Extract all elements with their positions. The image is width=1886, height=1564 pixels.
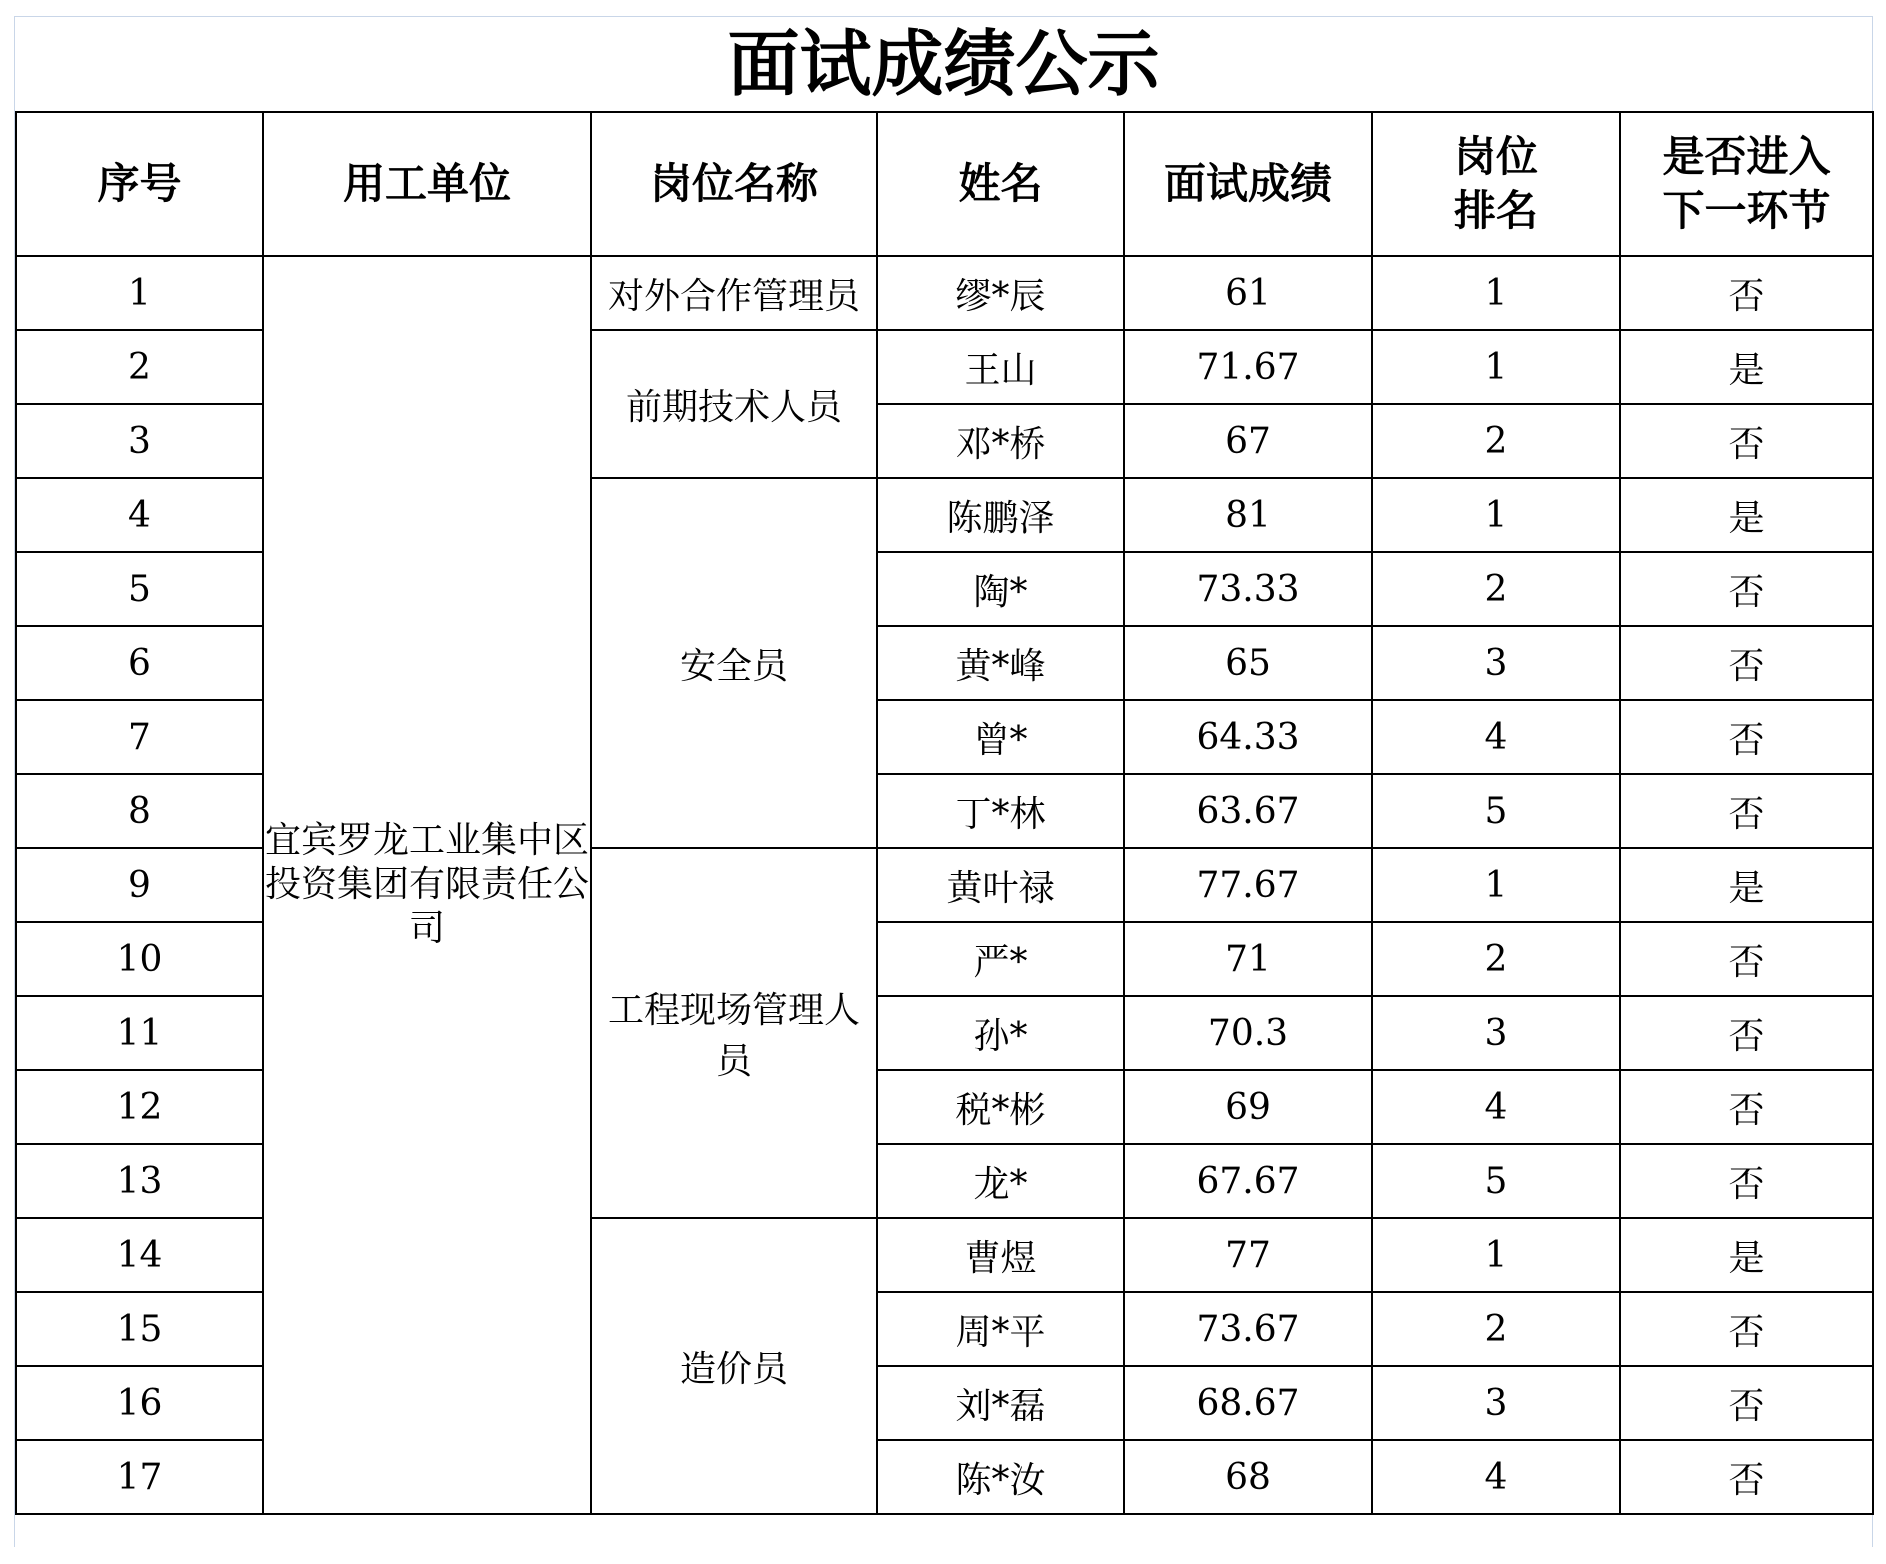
cell-next: 否 <box>1620 626 1873 700</box>
cell-position: 对外合作管理员 <box>591 256 877 330</box>
cell-seq: 6 <box>16 626 263 700</box>
cell-seq: 2 <box>16 330 263 404</box>
cell-score: 73.33 <box>1124 552 1372 626</box>
header-unit: 用工单位 <box>263 112 591 256</box>
cell-position: 前期技术人员 <box>591 330 877 478</box>
cell-rank: 2 <box>1372 1292 1620 1366</box>
cell-name: 王山 <box>877 330 1124 404</box>
cell-next: 否 <box>1620 1366 1873 1440</box>
cell-score: 81 <box>1124 478 1372 552</box>
cell-name: 严* <box>877 922 1124 996</box>
cell-score: 68 <box>1124 1440 1372 1514</box>
table-header-row <box>16 112 1873 256</box>
cell-seq: 15 <box>16 1292 263 1366</box>
header-next-line1: 是否进入 <box>1662 132 1831 181</box>
cell-seq: 1 <box>16 256 263 330</box>
cell-name: 陈*汝 <box>877 1440 1124 1514</box>
cell-name: 周*平 <box>877 1292 1124 1366</box>
header-name: 姓名 <box>877 112 1124 256</box>
cell-name: 曹煜 <box>877 1218 1124 1292</box>
cell-name: 陶* <box>877 552 1124 626</box>
cell-seq: 4 <box>16 478 263 552</box>
cell-rank: 1 <box>1372 1218 1620 1292</box>
cell-name: 税*彬 <box>877 1070 1124 1144</box>
cell-next: 是 <box>1620 1218 1873 1292</box>
cell-seq: 5 <box>16 552 263 626</box>
cell-score: 61 <box>1124 256 1372 330</box>
cell-rank: 2 <box>1372 404 1620 478</box>
cell-name: 黄叶禄 <box>877 848 1124 922</box>
cell-rank: 4 <box>1372 700 1620 774</box>
cell-next: 是 <box>1620 330 1873 404</box>
cell-next: 否 <box>1620 552 1873 626</box>
cell-score: 71.67 <box>1124 330 1372 404</box>
cell-rank: 5 <box>1372 774 1620 848</box>
cell-position: 工程现场管理人员 <box>591 848 877 1218</box>
cell-score: 68.67 <box>1124 1366 1372 1440</box>
cell-next: 否 <box>1620 922 1873 996</box>
table-row <box>16 256 1873 330</box>
spreadsheet-sheet <box>14 16 1873 1547</box>
cell-name: 龙* <box>877 1144 1124 1218</box>
unit-line1: 宜宾罗龙工业集中区 <box>264 820 589 861</box>
cell-name: 孙* <box>877 996 1124 1070</box>
header-seq: 序号 <box>16 112 263 256</box>
cell-seq: 14 <box>16 1218 263 1292</box>
cell-next: 是 <box>1620 848 1873 922</box>
cell-score: 69 <box>1124 1070 1372 1144</box>
cell-seq: 10 <box>16 922 263 996</box>
header-next <box>1620 112 1873 256</box>
header-rank-line2: 排名 <box>1453 186 1538 235</box>
score-table <box>15 111 1874 1515</box>
cell-seq: 11 <box>16 996 263 1070</box>
cell-unit <box>263 256 591 1514</box>
cell-seq: 3 <box>16 404 263 478</box>
cell-rank: 3 <box>1372 996 1620 1070</box>
cell-score: 73.67 <box>1124 1292 1372 1366</box>
cell-position: 造价员 <box>591 1218 877 1514</box>
header-rank-line1: 岗位 <box>1453 132 1538 181</box>
cell-score: 70.3 <box>1124 996 1372 1070</box>
cell-score: 63.67 <box>1124 774 1372 848</box>
cell-name: 丁*林 <box>877 774 1124 848</box>
cell-next: 否 <box>1620 1144 1873 1218</box>
cell-name: 刘*磊 <box>877 1366 1124 1440</box>
cell-rank: 1 <box>1372 330 1620 404</box>
cell-next: 否 <box>1620 1440 1873 1514</box>
cell-seq: 7 <box>16 700 263 774</box>
cell-rank: 1 <box>1372 848 1620 922</box>
cell-rank: 2 <box>1372 922 1620 996</box>
header-position: 岗位名称 <box>591 112 877 256</box>
cell-next: 否 <box>1620 996 1873 1070</box>
cell-seq: 9 <box>16 848 263 922</box>
cell-score: 67 <box>1124 404 1372 478</box>
cell-next: 是 <box>1620 478 1873 552</box>
page-title: 面试成绩公示 <box>727 21 1160 106</box>
cell-position: 安全员 <box>591 478 877 848</box>
cell-rank: 4 <box>1372 1070 1620 1144</box>
cell-name: 陈鹏泽 <box>877 478 1124 552</box>
cell-next: 否 <box>1620 1292 1873 1366</box>
cell-next: 否 <box>1620 700 1873 774</box>
cell-next: 否 <box>1620 404 1873 478</box>
cell-score: 64.33 <box>1124 700 1372 774</box>
cell-rank: 1 <box>1372 478 1620 552</box>
cell-score: 67.67 <box>1124 1144 1372 1218</box>
cell-rank: 5 <box>1372 1144 1620 1218</box>
cell-next: 否 <box>1620 256 1873 330</box>
cell-seq: 8 <box>16 774 263 848</box>
cell-name: 黄*峰 <box>877 626 1124 700</box>
cell-score: 71 <box>1124 922 1372 996</box>
cell-score: 77.67 <box>1124 848 1372 922</box>
cell-next: 否 <box>1620 1070 1873 1144</box>
cell-rank: 3 <box>1372 1366 1620 1440</box>
cell-rank: 4 <box>1372 1440 1620 1514</box>
header-rank <box>1372 112 1620 256</box>
cell-seq: 16 <box>16 1366 263 1440</box>
cell-next: 否 <box>1620 774 1873 848</box>
cell-rank: 2 <box>1372 552 1620 626</box>
header-next-line2: 下一环节 <box>1662 186 1831 235</box>
cell-rank: 3 <box>1372 626 1620 700</box>
cell-seq: 13 <box>16 1144 263 1218</box>
cell-score: 77 <box>1124 1218 1372 1292</box>
unit-line2: 投资集团有限责任公司 <box>264 864 589 949</box>
header-score: 面试成绩 <box>1124 112 1372 256</box>
cell-name: 缪*辰 <box>877 256 1124 330</box>
cell-rank: 1 <box>1372 256 1620 330</box>
cell-seq: 17 <box>16 1440 263 1514</box>
cell-name: 曾* <box>877 700 1124 774</box>
cell-seq: 12 <box>16 1070 263 1144</box>
cell-name: 邓*桥 <box>877 404 1124 478</box>
cell-score: 65 <box>1124 626 1372 700</box>
